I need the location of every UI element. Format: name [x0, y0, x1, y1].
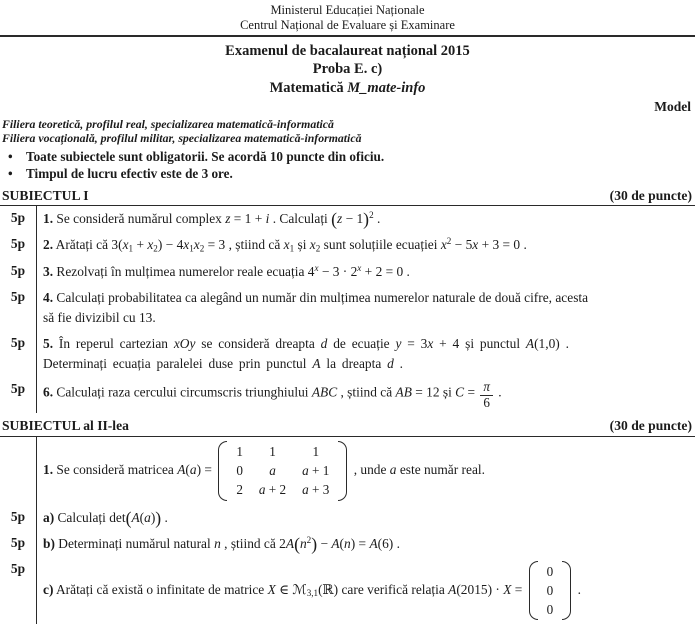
- matrix-cell: 0: [546, 563, 554, 579]
- problem-row: [0, 259, 695, 285]
- superscript: 2: [369, 210, 374, 221]
- subject-name: Matematică: [269, 79, 348, 96]
- math-expression: X: [503, 581, 512, 597]
- math-expression: n: [344, 535, 351, 551]
- superscript: x: [314, 262, 319, 273]
- math-expression: A: [448, 581, 457, 597]
- bullet-icon: •: [8, 165, 13, 181]
- math-expression: C: [455, 384, 465, 400]
- problem-row: [0, 232, 695, 258]
- fraction: [480, 380, 493, 410]
- points-label: 5p: [10, 560, 26, 576]
- exam-title-line-2: Proba E. c): [312, 61, 383, 78]
- problem-row: [0, 285, 695, 331]
- section-1-heading: [0, 186, 695, 207]
- instruction-item: [0, 149, 695, 166]
- problem-row: [0, 437, 695, 504]
- problem-text: 2. Arătați că $3(x_1 + x_2) - 4x_1x_2 = 3$ , știind că $x_1$ și $x_2$ sunt soluțiile ecuației $x^2 - 5x + 3 = 0$ .: [36, 232, 695, 258]
- math-expression: x: [440, 237, 447, 253]
- points-label: 5p: [10, 534, 26, 550]
- problem-row: [0, 331, 695, 377]
- big-paren: (: [125, 507, 132, 528]
- matrix-cell: 0: [546, 602, 554, 618]
- section-2-points: (30 de puncte): [609, 418, 692, 434]
- matrix-body: [539, 562, 562, 619]
- matrix: [218, 441, 347, 500]
- problem-number: 4.: [43, 289, 54, 305]
- math-expression: A: [331, 535, 340, 551]
- header-divider: [0, 35, 695, 37]
- matrix-row: [539, 562, 562, 581]
- big-paren: (: [331, 209, 337, 230]
- points-label: 5p: [10, 334, 26, 350]
- matrix-cell: a + 2: [258, 482, 287, 498]
- matrix-cell: 1: [269, 444, 276, 460]
- matrix-body: [228, 442, 337, 499]
- section-2-title: SUBIECTUL al II-lea: [2, 418, 129, 434]
- math-expression: X: [267, 581, 276, 597]
- math-expression: x: [427, 335, 434, 351]
- matrix-cell: 1: [236, 444, 243, 460]
- problem-row: [0, 531, 695, 557]
- matrix-cell: a + 1: [302, 463, 330, 479]
- superscript: 2: [306, 534, 312, 545]
- big-paren: (: [294, 533, 300, 554]
- problem-text: 5. În reperul cartezian xOy se consideră dreapta d de ecuație y = 3x + 4 și punctul A(1,0) . Determinați ecuația paralelei duse prin punctul A la dreapta d .: [36, 331, 695, 377]
- filiera-line-2: Filiera vocațională, profilul militar, specializarea matematică-informatică: [2, 131, 362, 146]
- matrix-left-paren: [529, 561, 538, 620]
- points-label: 5p: [10, 288, 26, 304]
- big-paren: ): [311, 533, 318, 554]
- instruction-text-2: Timpul de lucru efectiv este de 3 ore.: [26, 165, 233, 181]
- section-1-title: SUBIECTUL I: [2, 187, 89, 203]
- points-label: 5p: [10, 508, 26, 524]
- math-expression: A: [131, 509, 140, 525]
- matrix-cell: 0: [546, 583, 554, 598]
- section-2-problems: [0, 437, 695, 624]
- section-2-heading: [0, 416, 695, 437]
- matrix-row: [539, 600, 562, 619]
- math-expression: x: [183, 237, 190, 253]
- bullet-icon: •: [8, 148, 13, 164]
- math-expression: n: [299, 535, 307, 551]
- math-expression: xOy: [173, 335, 196, 351]
- math-expression: A: [312, 356, 321, 371]
- points-label: 5p: [10, 236, 26, 252]
- math-expression: A: [285, 535, 295, 551]
- problem-number: c): [43, 581, 54, 597]
- math-expression: z: [225, 211, 231, 227]
- exam-title-block: [0, 42, 695, 97]
- problem-text: a) Calculați det(A(a)) .: [36, 505, 695, 531]
- matrix-right-paren: [338, 441, 347, 500]
- superscript: x: [357, 262, 362, 273]
- fraction-denominator: 6: [480, 395, 493, 411]
- ministry-line-1: Ministerul Educației Naționale: [270, 3, 425, 17]
- math-expression: A: [525, 335, 535, 351]
- matrix-left-paren: [218, 441, 227, 500]
- problem-number: 1.: [43, 461, 54, 477]
- matrix-cell: a: [269, 463, 276, 479]
- superscript: 2: [446, 236, 452, 247]
- problem-text: 3. Rezolvați în mulțimea numerelor reale ecuația $4^x - 3 \cdot 2^x + 2 = 0$ .: [36, 259, 695, 285]
- math-expression: a: [189, 461, 197, 477]
- problem-number: b): [43, 535, 55, 551]
- filiera-block: [0, 117, 695, 146]
- matrix-row: [228, 461, 337, 480]
- matrix-cell: 2: [236, 482, 243, 498]
- problem-row: [0, 206, 695, 232]
- matrix-cell: a + 3: [302, 482, 330, 498]
- points-label: [0, 437, 36, 504]
- matrix-right-paren: [562, 561, 571, 620]
- matrix-row: [228, 442, 337, 461]
- math-expression: z: [337, 211, 343, 227]
- problem-number: 5.: [43, 335, 54, 351]
- math-expression: a: [144, 509, 151, 525]
- instructions-list: [0, 149, 695, 183]
- math-expression: d: [320, 335, 328, 351]
- model-label: Model: [654, 98, 691, 114]
- problem-row: [0, 557, 695, 624]
- problem-text: 1. Se consideră matricea A(a) = 1 1 1 0 a a + 1 2 a + 2 a + 3 , unde a este număr real.: [36, 437, 695, 504]
- matrix-cell: 1: [312, 444, 320, 460]
- subject-code: M_mate-info: [347, 79, 426, 96]
- exam-title-line-1: Examenul de bacalaureat național 2015: [225, 43, 470, 59]
- math-expression: x: [193, 237, 200, 253]
- points-label: 5p: [10, 381, 26, 397]
- problem-text: 1. Se consideră numărul complex z = 1 + i . Calculați $(z - 1)^2$ .: [36, 206, 695, 232]
- problem-number: 3.: [43, 263, 54, 279]
- subscript: 2: [315, 243, 321, 254]
- section-1-points: (30 de puncte): [609, 187, 692, 203]
- problem-text: b) Determinați numărul natural n , știind că $2A(n^2) - A(n) = A(6)$ .: [36, 531, 695, 557]
- matrix: [529, 561, 572, 620]
- points-label: 5p: [10, 262, 26, 278]
- problem-text: 4. Calculați probabilitatea ca alegând un număr din mulțimea numerelor naturale de două cifre, acesta să fie divizibil cu 13.: [36, 285, 695, 331]
- math-expression: x: [309, 237, 316, 253]
- problem-number: 2.: [43, 237, 54, 253]
- math-expression: ABC: [311, 384, 338, 400]
- big-paren: ): [363, 209, 370, 230]
- subscript: 1: [128, 243, 134, 254]
- problem-row: [0, 505, 695, 531]
- instruction-text-1: Toate subiectele sunt obligatorii. Se acordă 10 puncte din oficiu.: [26, 148, 385, 164]
- math-expression: y: [395, 335, 402, 351]
- instruction-item: [0, 166, 695, 183]
- math-expression: x: [472, 237, 479, 253]
- big-paren: ): [155, 507, 162, 528]
- ministry-line-2: Centrul Național de Evaluare și Examinare: [240, 18, 455, 32]
- matrix-row: [228, 480, 337, 499]
- subscript: 3,1: [306, 587, 319, 598]
- problem-number: a): [43, 509, 55, 525]
- math-expression: a: [389, 461, 397, 477]
- math-expression: AB: [395, 384, 412, 400]
- ministry-header: [0, 0, 695, 33]
- subscript: 1: [189, 243, 194, 254]
- subscript: 2: [153, 243, 158, 254]
- math-expression: x: [283, 237, 290, 253]
- math-expression: A: [369, 535, 378, 551]
- math-expression: i: [265, 211, 270, 227]
- points-label: 5p: [10, 210, 26, 226]
- exam-title-line-3: [0, 79, 695, 97]
- problem-row: [0, 377, 695, 413]
- math-expression: d: [387, 356, 394, 371]
- fraction-numerator: π: [483, 379, 490, 395]
- math-expression: x: [147, 237, 154, 253]
- math-expression: n: [214, 535, 221, 551]
- problem-number: 1.: [43, 211, 54, 227]
- filiera-line-1: Filiera teoretică, profilul real, specializarea matematică-informatică: [2, 116, 334, 131]
- matrix-row: [539, 581, 562, 600]
- problem-text: 6. Calculați raza cercului circumscris triunghiului ABC , știind că AB = 12 și C = $\frac{\pi}{6}$ .: [36, 377, 695, 413]
- subscript: 2: [199, 243, 205, 254]
- problem-text: c) Arătați că există o infinitate de matrice X ∈ ℳ$_{3,1}$(ℝ) care verifică relația A(2015) · X = 0 0 0 .: [36, 557, 695, 624]
- problem-number: 6.: [43, 384, 54, 400]
- math-expression: A: [177, 461, 186, 477]
- matrix-cell: 0: [236, 463, 243, 479]
- subscript: 1: [289, 243, 295, 254]
- section-1-problems: [0, 206, 695, 413]
- math-expression: x: [122, 237, 129, 253]
